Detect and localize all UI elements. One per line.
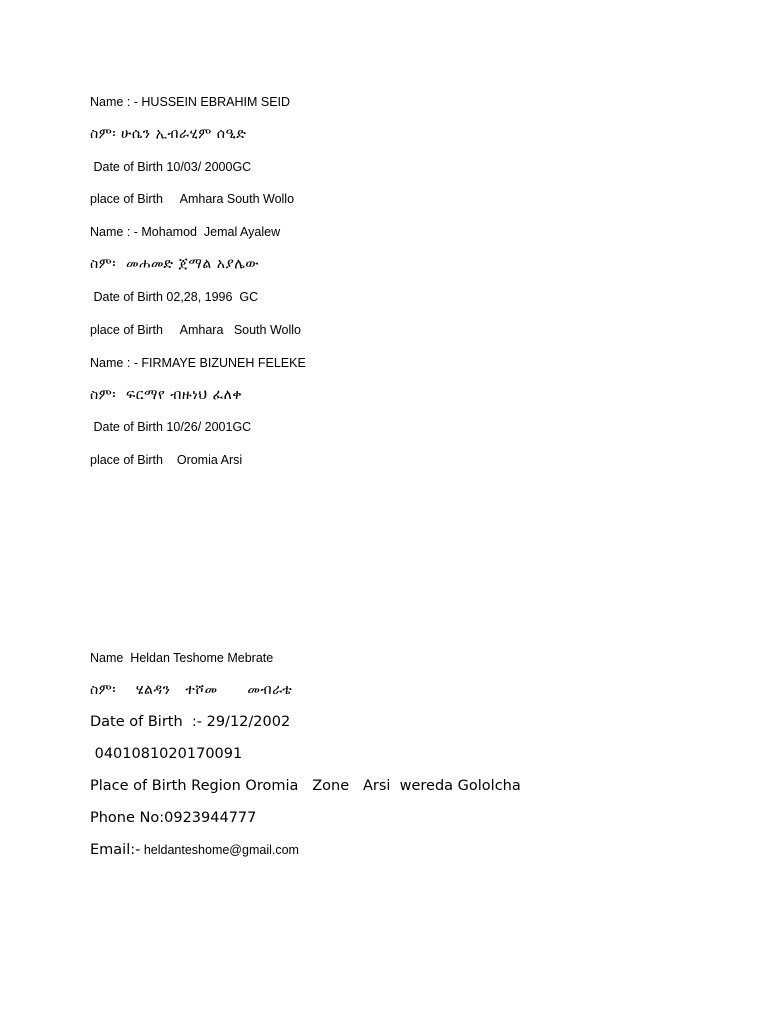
person1-place-of-birth: place of Birth Amhara South Wollo xyxy=(90,192,295,206)
person4-id-number: 0401081020170091 xyxy=(90,746,243,762)
person3-place-of-birth: place of Birth Oromia Arsi xyxy=(90,453,243,467)
person4-name: Name Heldan Teshome Mebrate xyxy=(90,651,274,665)
person1-date-of-birth: Date of Birth 10/03/ 2000GC xyxy=(90,160,252,174)
person3-name: Name : - FIRMAYE BIZUNEH FELEKE xyxy=(90,356,306,370)
person2-amharic-name: ስም፡ መሐመድ ጀማል አያሌው xyxy=(90,256,260,272)
person4-date-of-birth: Date of Birth :- 29/12/2002 xyxy=(90,714,291,730)
person2-name: Name : - Mohamod Jemal Ayalew xyxy=(90,225,281,239)
person3-date-of-birth: Date of Birth 10/26/ 2001GC xyxy=(90,420,252,434)
person4-amharic-name: ስም፡ ሄልዳን ተሾመ መብራቴ xyxy=(90,682,293,698)
person4-phone: Phone No:0923944777 xyxy=(90,810,257,826)
person4-email xyxy=(90,841,299,859)
person3-amharic-name: ስም፡ ፍርማየ ብዙነህ ፈለቀ xyxy=(90,387,243,403)
person1-amharic-name: ስም፡ ሁሴን ኢብራሂም ሰዒድ xyxy=(90,126,247,142)
person4-place-of-birth: Place of Birth Region Oromia Zone Arsi wereda Gololcha xyxy=(90,778,521,794)
person2-place-of-birth: place of Birth Amhara South Wollo xyxy=(90,323,301,337)
person2-date-of-birth: Date of Birth 02,28, 1996 GC xyxy=(90,290,259,304)
person4-email-label: Email:- xyxy=(90,842,141,858)
person4-email-value: heldanteshome@gmail.com xyxy=(140,843,299,857)
person1-name: Name : - HUSSEIN EBRAHIM SEID xyxy=(90,95,291,109)
